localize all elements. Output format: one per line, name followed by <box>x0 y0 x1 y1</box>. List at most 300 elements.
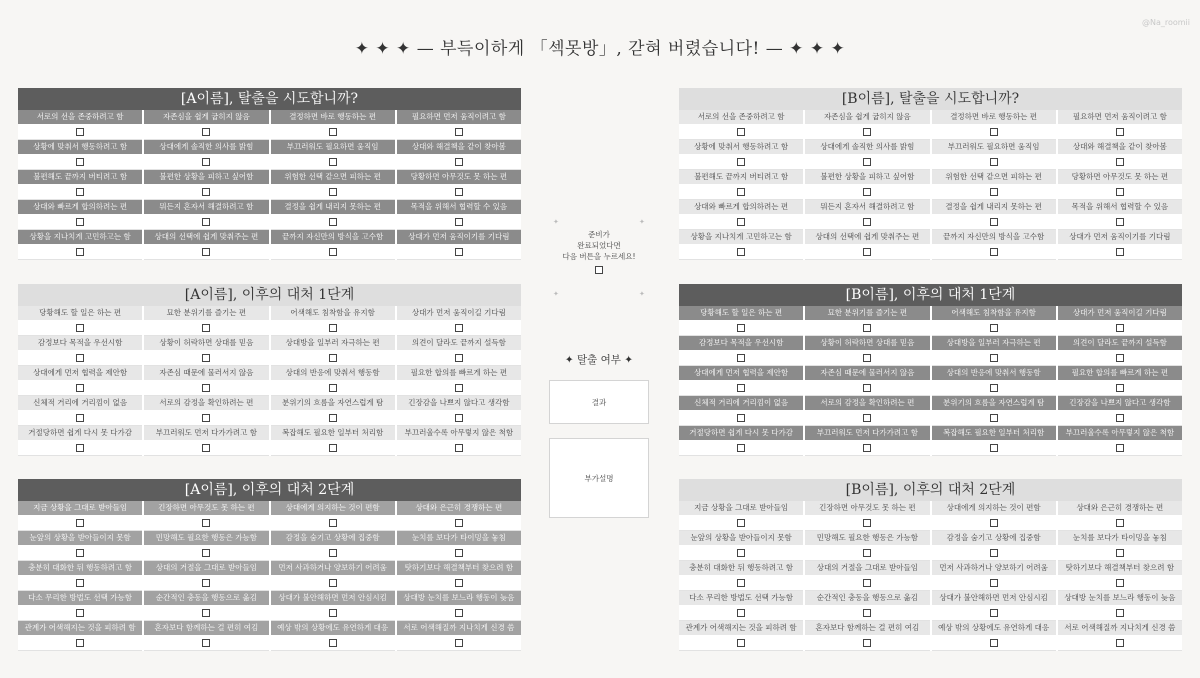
checkbox[interactable] <box>455 444 463 452</box>
checkbox[interactable] <box>202 128 210 136</box>
checklist-item <box>679 531 803 561</box>
checklist-item <box>932 200 1056 230</box>
checkbox[interactable] <box>1116 354 1124 362</box>
checklist-item <box>932 561 1056 591</box>
checklist-item <box>932 110 1056 140</box>
checkbox[interactable] <box>455 639 463 647</box>
checkbox[interactable] <box>1116 579 1124 587</box>
checklist-item-label: 상황이 허락하면 상대를 믿음 <box>144 336 268 350</box>
checkbox[interactable] <box>990 639 998 647</box>
checklist-item <box>144 561 268 591</box>
checklist-item-label: 상대의 반응에 맞춰서 행동함 <box>932 366 1056 380</box>
checklist-item <box>679 366 803 396</box>
checklist-item-label: 목적을 위해서 협력할 수 있음 <box>1058 200 1182 214</box>
checklist-item <box>144 306 268 336</box>
checklist-item-label: 결정을 쉽게 내리지 못하는 편 <box>932 200 1056 214</box>
extra-description-box[interactable] <box>549 438 649 518</box>
checklist-item-label: 상대에게 의지하는 것이 편함 <box>932 501 1056 515</box>
checkbox[interactable] <box>202 188 210 196</box>
checkbox[interactable] <box>455 188 463 196</box>
checkbox[interactable] <box>202 519 210 527</box>
checklist-item <box>679 561 803 591</box>
checkbox[interactable] <box>863 354 871 362</box>
checkbox[interactable] <box>329 639 337 647</box>
checklist-item <box>18 621 142 651</box>
checkbox[interactable] <box>455 414 463 422</box>
checklist-item <box>271 501 395 531</box>
checkbox[interactable] <box>76 639 84 647</box>
checkbox[interactable] <box>990 248 998 256</box>
checklist-item <box>1058 396 1182 426</box>
checklist-item <box>144 110 268 140</box>
checklist-item <box>271 336 395 366</box>
checklist-item <box>932 306 1056 336</box>
checklist-item-label: 긴장하면 아무것도 못 하는 편 <box>144 501 268 515</box>
checklist-item <box>679 426 803 456</box>
checklist-item-label: 자존심을 쉽게 굽히지 않음 <box>144 110 268 124</box>
checklist-item <box>271 396 395 426</box>
checklist-item <box>18 140 142 170</box>
checkbox[interactable] <box>737 444 745 452</box>
checkbox[interactable] <box>455 248 463 256</box>
checklist-item-label: 혼자보다 함께하는 걸 편히 여김 <box>805 621 929 635</box>
checkbox[interactable] <box>76 549 84 557</box>
checklist-item <box>397 501 521 531</box>
checklist-item-label: 끝까지 자신만의 방식을 고수함 <box>271 230 395 244</box>
checkbox[interactable] <box>76 414 84 422</box>
checklist-item-label: 상황을 지나치게 고민하고는 함 <box>679 230 803 244</box>
checklist-item-label: 상대방을 일부러 자극하는 편 <box>932 336 1056 350</box>
checklist-item <box>932 426 1056 456</box>
checklist-item-label: 예상 밖의 상황에도 유연하게 대응 <box>271 621 395 635</box>
checkbox[interactable] <box>202 248 210 256</box>
checklist-item-label: 서로 어색해질까 지나치게 신경 씀 <box>1058 621 1182 635</box>
panel-a-escape <box>18 88 521 260</box>
checklist-item <box>932 591 1056 621</box>
checkbox[interactable] <box>202 609 210 617</box>
checklist-item-label: 탓하기보다 해결책부터 찾으려 함 <box>397 561 521 575</box>
panel-b-step2 <box>679 479 1182 651</box>
checklist-item-label: 눈앞의 상황을 받아들이지 못함 <box>18 531 142 545</box>
checklist-item-label: 부끄러워도 필요하면 움직임 <box>271 140 395 154</box>
checklist-item <box>144 396 268 426</box>
panel-title: [A이름], 이후의 대처 2단계 <box>18 479 521 501</box>
checkbox[interactable] <box>76 218 84 226</box>
checklist-item <box>679 200 803 230</box>
checklist-item-label: 불편한 상황을 피하고 싶어함 <box>805 170 929 184</box>
checklist-item-label: 상대와 빠르게 합의하려는 편 <box>18 200 142 214</box>
checklist-item <box>1058 170 1182 200</box>
checklist-item <box>271 426 395 456</box>
checklist-item <box>932 531 1056 561</box>
checkbox[interactable] <box>737 158 745 166</box>
panel-a-step1 <box>18 284 521 456</box>
checklist-item <box>805 200 929 230</box>
checklist-item <box>679 501 803 531</box>
checkbox[interactable] <box>455 158 463 166</box>
checkbox[interactable] <box>863 549 871 557</box>
checklist-item-label: 상대에게 솔직한 의사를 밝힘 <box>805 140 929 154</box>
checklist-item-label: 서로 어색해질까 지나치게 신경 씀 <box>397 621 521 635</box>
checklist-item-label: 서로의 감정을 확인하려는 편 <box>144 396 268 410</box>
checkbox[interactable] <box>202 324 210 332</box>
checklist-item <box>805 110 929 140</box>
checklist-item-label: 결정을 쉽게 내리지 못하는 편 <box>271 200 395 214</box>
checklist-item <box>18 110 142 140</box>
checklist-item <box>1058 531 1182 561</box>
checkbox[interactable] <box>202 579 210 587</box>
checkbox[interactable] <box>990 444 998 452</box>
checklist-item <box>144 170 268 200</box>
checkbox[interactable] <box>76 248 84 256</box>
checkbox[interactable] <box>863 218 871 226</box>
checklist-item-label: 분위기의 흐름을 자연스럽게 탐 <box>271 396 395 410</box>
checklist-item <box>271 110 395 140</box>
ready-checkbox[interactable] <box>595 266 603 274</box>
checkbox[interactable] <box>990 188 998 196</box>
checklist-item <box>932 230 1056 260</box>
ready-note-line: 준비가 <box>588 230 610 239</box>
checkbox[interactable] <box>202 384 210 392</box>
checkbox[interactable] <box>863 128 871 136</box>
sparkle-icon: ✦ <box>553 290 559 298</box>
checklist-item <box>271 170 395 200</box>
checklist-item-label: 불편한 상황을 피하고 싶어함 <box>144 170 268 184</box>
checklist-item <box>805 591 929 621</box>
checklist-item-label: 감정보다 목적을 우선시함 <box>679 336 803 350</box>
checklist-item <box>1058 591 1182 621</box>
checklist-item <box>932 396 1056 426</box>
checkbox[interactable] <box>1116 639 1124 647</box>
checklist-item <box>805 230 929 260</box>
checkbox[interactable] <box>737 639 745 647</box>
checklist-item <box>679 230 803 260</box>
checkbox[interactable] <box>737 218 745 226</box>
checklist-item-label: 뭐든지 혼자서 해결하려고 함 <box>805 200 929 214</box>
checklist-item-label: 끝까지 자신만의 방식을 고수함 <box>932 230 1056 244</box>
checkbox[interactable] <box>202 444 210 452</box>
checklist-item-label: 긴장감을 나쁘지 않다고 생각함 <box>1058 396 1182 410</box>
checklist-item <box>805 366 929 396</box>
checklist-item-label: 지금 상황을 그대로 받아들임 <box>679 501 803 515</box>
checkbox[interactable] <box>76 188 84 196</box>
checklist-item-label: 눈치를 보다가 타이밍을 놓침 <box>1058 531 1182 545</box>
checkbox[interactable] <box>863 384 871 392</box>
checklist-item-label: 민망해도 필요한 행동은 가능함 <box>805 531 929 545</box>
checklist-item-label: 예상 밖의 상황에도 유연하게 대응 <box>932 621 1056 635</box>
checklist-item <box>397 140 521 170</box>
checkbox[interactable] <box>737 414 745 422</box>
item-grid <box>679 306 1182 456</box>
checkbox[interactable] <box>455 609 463 617</box>
checkbox[interactable] <box>863 324 871 332</box>
checklist-item <box>805 396 929 426</box>
watermark: @Na_roomii <box>1141 18 1190 27</box>
checklist-item-label: 긴장감을 나쁘지 않다고 생각함 <box>397 396 521 410</box>
checklist-item-label: 상대의 선택에 쉽게 맞춰주는 편 <box>144 230 268 244</box>
checkbox[interactable] <box>455 128 463 136</box>
checklist-item <box>679 140 803 170</box>
checkbox[interactable] <box>1116 384 1124 392</box>
checkbox[interactable] <box>329 354 337 362</box>
checkbox[interactable] <box>737 324 745 332</box>
checkbox[interactable] <box>76 444 84 452</box>
checklist-item <box>397 336 521 366</box>
checklist-item-label: 상대가 불안해하면 먼저 안심시킴 <box>932 591 1056 605</box>
checkbox[interactable] <box>76 354 84 362</box>
checklist-item <box>1058 561 1182 591</box>
checklist-item <box>144 426 268 456</box>
sparkle-icon: ✦ <box>639 290 645 298</box>
checklist-item <box>805 426 929 456</box>
checkbox[interactable] <box>455 549 463 557</box>
result-box[interactable] <box>549 380 649 424</box>
checklist-item-label: 상대의 선택에 쉽게 맞춰주는 편 <box>805 230 929 244</box>
checkbox[interactable] <box>329 248 337 256</box>
checkbox[interactable] <box>329 218 337 226</box>
checkbox[interactable] <box>990 609 998 617</box>
checkbox[interactable] <box>329 384 337 392</box>
checklist-item <box>679 170 803 200</box>
escape-status-label: ✦ 탈출 여부 ✦ <box>564 354 634 366</box>
checkbox[interactable] <box>990 324 998 332</box>
checkbox[interactable] <box>455 354 463 362</box>
checklist-item-label: 상대에게 솔직한 의사를 밝힘 <box>144 140 268 154</box>
checklist-item-label: 부끄러울수록 아무렇지 않은 척함 <box>397 426 521 440</box>
panel-title: [B이름], 탈출을 시도합니까? <box>679 88 1182 110</box>
checklist-item-label: 복잡해도 필요한 일부터 처리함 <box>932 426 1056 440</box>
checkbox[interactable] <box>1116 128 1124 136</box>
checklist-item-label: 불편해도 끝까지 버티려고 함 <box>18 170 142 184</box>
checkbox[interactable] <box>329 579 337 587</box>
checkbox[interactable] <box>329 324 337 332</box>
checkbox[interactable] <box>737 384 745 392</box>
checkbox[interactable] <box>329 609 337 617</box>
checklist-item <box>397 200 521 230</box>
checklist-item-label: 순간적인 충동을 행동으로 옮김 <box>805 591 929 605</box>
checklist-item-label: 상대방을 일부러 자극하는 편 <box>271 336 395 350</box>
sparkle-icon: ✦ <box>639 218 645 226</box>
item-grid <box>18 501 521 651</box>
checkbox[interactable] <box>1116 609 1124 617</box>
checklist-item-label: 거절당하면 쉽게 다시 못 다가감 <box>18 426 142 440</box>
checkbox[interactable] <box>329 519 337 527</box>
checkbox[interactable] <box>202 158 210 166</box>
checkbox[interactable] <box>76 384 84 392</box>
checklist-item-label: 필요하면 먼저 움직이려고 함 <box>1058 110 1182 124</box>
checklist-item-label: 지금 상황을 그대로 받아들임 <box>18 501 142 515</box>
checkbox[interactable] <box>76 519 84 527</box>
checklist-item <box>271 230 395 260</box>
checklist-item-label: 어색해도 침착함을 유지함 <box>271 306 395 320</box>
checklist-item <box>1058 230 1182 260</box>
checkbox[interactable] <box>1116 519 1124 527</box>
checklist-item-label: 결정하면 바로 행동하는 편 <box>271 110 395 124</box>
checklist-item <box>18 230 142 260</box>
checklist-item <box>679 110 803 140</box>
checklist-item <box>805 306 929 336</box>
checkbox[interactable] <box>329 188 337 196</box>
checklist-item <box>1058 336 1182 366</box>
checklist-item <box>1058 426 1182 456</box>
checklist-item-label: 상대에게 의지하는 것이 편함 <box>271 501 395 515</box>
checklist-item <box>144 366 268 396</box>
checkbox[interactable] <box>863 609 871 617</box>
checkbox[interactable] <box>202 414 210 422</box>
checklist-item-label: 민망해도 필요한 행동은 가능함 <box>144 531 268 545</box>
checklist-item <box>805 561 929 591</box>
checklist-item <box>1058 621 1182 651</box>
checkbox[interactable] <box>737 519 745 527</box>
checkbox[interactable] <box>329 128 337 136</box>
checklist-item <box>271 591 395 621</box>
checklist-item <box>1058 306 1182 336</box>
checklist-item-label: 신체적 거리에 거리낌이 없음 <box>18 396 142 410</box>
checklist-item <box>679 396 803 426</box>
checkbox[interactable] <box>202 639 210 647</box>
checkbox[interactable] <box>863 158 871 166</box>
checkbox[interactable] <box>737 609 745 617</box>
checklist-item <box>805 336 929 366</box>
checklist-item <box>1058 200 1182 230</box>
checklist-item <box>1058 366 1182 396</box>
checkbox[interactable] <box>329 444 337 452</box>
checklist-item-label: 충분히 대화한 뒤 행동하려고 함 <box>679 561 803 575</box>
checkbox[interactable] <box>455 218 463 226</box>
checklist-item-label: 당황하면 아무것도 못 하는 편 <box>1058 170 1182 184</box>
checkbox[interactable] <box>1116 414 1124 422</box>
checklist-item <box>144 230 268 260</box>
panel-b-escape <box>679 88 1182 260</box>
checkbox[interactable] <box>990 549 998 557</box>
checkbox[interactable] <box>863 579 871 587</box>
checkbox[interactable] <box>737 188 745 196</box>
checkbox[interactable] <box>1116 549 1124 557</box>
checklist-item <box>144 140 268 170</box>
checklist-item-label: 감정을 숨기고 상황에 집중함 <box>932 531 1056 545</box>
checklist-item <box>144 336 268 366</box>
checkbox[interactable] <box>737 549 745 557</box>
checklist-item <box>18 306 142 336</box>
checklist-item <box>805 170 929 200</box>
checkbox[interactable] <box>76 324 84 332</box>
checkbox[interactable] <box>863 444 871 452</box>
checklist-item-label: 당황하면 아무것도 못 하는 편 <box>397 170 521 184</box>
checkbox[interactable] <box>737 354 745 362</box>
checkbox[interactable] <box>329 158 337 166</box>
checklist-item <box>679 336 803 366</box>
checkbox[interactable] <box>202 354 210 362</box>
checklist-item-label: 먼저 사과하거나 양보하기 어려움 <box>271 561 395 575</box>
checkbox[interactable] <box>737 128 745 136</box>
checkbox[interactable] <box>455 384 463 392</box>
extra-description-label: 부가설명 <box>584 473 614 483</box>
checklist-item <box>932 336 1056 366</box>
checklist-item <box>679 306 803 336</box>
checkbox[interactable] <box>1116 158 1124 166</box>
checklist-item-label: 상대에게 먼저 협력을 제안함 <box>679 366 803 380</box>
checkbox[interactable] <box>329 549 337 557</box>
checklist-item-label: 서로의 감정을 확인하려는 편 <box>805 396 929 410</box>
checklist-item-label: 묘한 분위기를 즐기는 편 <box>805 306 929 320</box>
checkbox[interactable] <box>1116 188 1124 196</box>
checklist-item-label: 상대와 해결책을 같이 찾아봄 <box>397 140 521 154</box>
item-grid <box>679 110 1182 260</box>
checkbox[interactable] <box>455 324 463 332</box>
checkbox[interactable] <box>1116 444 1124 452</box>
checklist-item-label: 상대와 은근히 경쟁하는 편 <box>1058 501 1182 515</box>
checklist-item <box>805 531 929 561</box>
checklist-item-label: 불편해도 끝까지 버티려고 함 <box>679 170 803 184</box>
checkbox[interactable] <box>990 384 998 392</box>
checklist-item <box>805 621 929 651</box>
checklist-item <box>397 396 521 426</box>
checklist-item-label: 부끄러워도 필요하면 움직임 <box>932 140 1056 154</box>
checkbox[interactable] <box>863 639 871 647</box>
checkbox[interactable] <box>76 158 84 166</box>
checklist-item <box>144 501 268 531</box>
checkbox[interactable] <box>76 579 84 587</box>
checklist-item <box>18 200 142 230</box>
checkbox[interactable] <box>202 218 210 226</box>
checklist-item-label: 상황을 지나치게 고민하고는 함 <box>18 230 142 244</box>
checkbox[interactable] <box>737 579 745 587</box>
panel-a-step2 <box>18 479 521 651</box>
checkbox[interactable] <box>1116 324 1124 332</box>
panel-title: [B이름], 이후의 대처 1단계 <box>679 284 1182 306</box>
checklist-item-label: 복잡해도 필요한 일부터 처리함 <box>271 426 395 440</box>
checklist-item-label: 부끄러울수록 아무렇지 않은 척함 <box>1058 426 1182 440</box>
checklist-item <box>18 501 142 531</box>
checkbox[interactable] <box>990 414 998 422</box>
checkbox[interactable] <box>863 414 871 422</box>
checklist-item <box>397 591 521 621</box>
checkbox[interactable] <box>863 519 871 527</box>
checkbox[interactable] <box>1116 218 1124 226</box>
checkbox[interactable] <box>737 248 745 256</box>
checklist-item-label: 분위기의 흐름을 자연스럽게 탐 <box>932 396 1056 410</box>
checklist-item <box>18 561 142 591</box>
checkbox[interactable] <box>990 158 998 166</box>
checklist-item-label: 위험한 선택 같으면 피하는 편 <box>932 170 1056 184</box>
panel-title: [B이름], 이후의 대처 2단계 <box>679 479 1182 501</box>
checkbox[interactable] <box>990 519 998 527</box>
checklist-item <box>397 366 521 396</box>
checkbox[interactable] <box>990 354 998 362</box>
checklist-item-label: 감정보다 목적을 우선시함 <box>18 336 142 350</box>
checkbox[interactable] <box>455 579 463 587</box>
checklist-item-label: 상대의 거절을 그대로 받아들임 <box>805 561 929 575</box>
checkbox[interactable] <box>863 188 871 196</box>
checkbox[interactable] <box>202 549 210 557</box>
checklist-item-label: 필요하면 먼저 움직이려고 함 <box>397 110 521 124</box>
checklist-item-label: 긴장하면 아무것도 못 하는 편 <box>805 501 929 515</box>
checkbox[interactable] <box>990 579 998 587</box>
checkbox[interactable] <box>990 218 998 226</box>
checklist-item <box>932 140 1056 170</box>
checklist-item <box>18 396 142 426</box>
checkbox[interactable] <box>329 414 337 422</box>
checkbox[interactable] <box>1116 248 1124 256</box>
panel-title: [A이름], 탈출을 시도합니까? <box>18 88 521 110</box>
checkbox[interactable] <box>990 128 998 136</box>
checklist-item-label: 당황해도 할 일은 하는 편 <box>679 306 803 320</box>
checklist-item <box>18 170 142 200</box>
checkbox[interactable] <box>76 128 84 136</box>
checkbox[interactable] <box>863 248 871 256</box>
checkbox[interactable] <box>76 609 84 617</box>
checkbox[interactable] <box>455 519 463 527</box>
